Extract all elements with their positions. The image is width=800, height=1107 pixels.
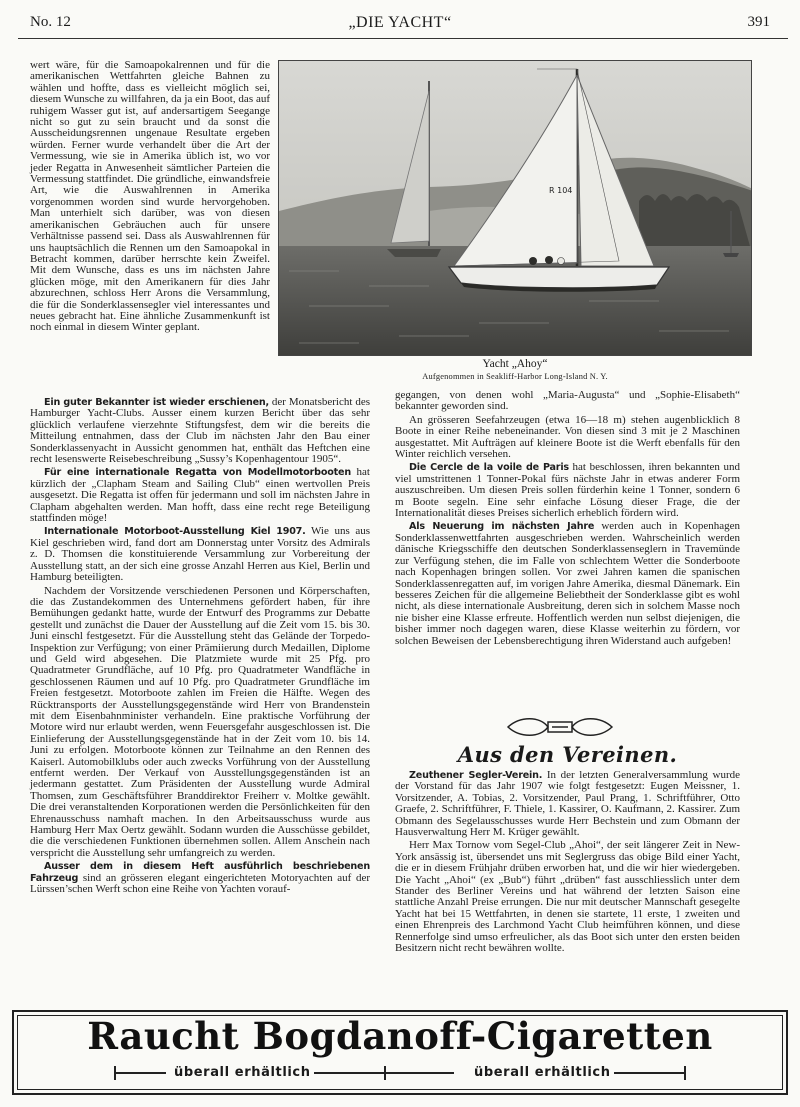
article-text: sind an grösseren elegant eingerichteten Motoryachten auf der Lürssen’schen Werft schon eine Reihe von Yachten vorauf- (30, 871, 370, 896)
article-lead: Für eine internationale Regatta von Modellmotorbooten (44, 467, 351, 479)
caption-title: Yacht „Ahoy“ (482, 358, 548, 370)
cigarette-advertisement (12, 1010, 788, 1095)
ad-arrow-line (614, 1072, 684, 1074)
article-paragraph: An grösseren Seefahrzeugen (etwa 16—18 m) stehen augenblicklich 8 Boote in einer Reihe nebeneinander. Von diesen sind 3 mit je 2 Maschinen ausgestattet. Mit Aufträgen auf kleinere Boote ist die Werft ebenfalls für den Winter reichlich versehen. (395, 413, 740, 461)
page-header (30, 14, 770, 36)
ad-arrow-bar (384, 1066, 386, 1080)
article-paragraph (30, 526, 370, 583)
right-column (395, 390, 740, 649)
article-text: hat kürzlich der „Clapham Steam and Sailing Club“ einen wertvollen Preis ausgesetzt. Die Regatta ist offen für jedermann und soll im nächsten Jahre in Clapham abgehalten werden. Man hofft, dass eine recht rege Beteiligung stattfinden möge! (30, 466, 370, 525)
paragraph: wert wäre, für die Samoapokalrennen und für die amerikanischen Wettfahrten gleiche Bahnen zu wählen und hoffte, dass es vielleicht möglich sei, diesem Wunsche zu willfahren, da ja ein Boot, das auf ruhigem Wasser gut ist, auf andersartigem Seegange nicht so gut zu sein braucht und da sonst die Ausscheidungsrennen ungenaue Resultate ergeben würden. Ferner wurde verhandelt über die Art der Vermessung, wie sie in Amerika üblich ist, wo vor jeder Regatta in Anwesenheit sämtlicher Parteien die Vermessung stattfindet. Die gründliche, einwandsfreie Art, wie die Auswahlrennen in Amerika vorgenommen worden sind wurde hervorgehoben. Man unterhielt sich darüber, was von diesen amerikanischen Gebräuchen auch für unsere Verhältnisse passend sei. Dass als Auswahlrennen für uns hauptsächlich die Rennen um den Samoapokal in Betracht kommen, darüber herrschte kein Zweifel. Mit dem Wunsche, dass es uns im nächsten Jahre glücken möge, mit den Amerikanern für dies Jahr abzurechnen, schloss Herr Arons die Versammlung, die für die Sonderklassensegler viel interessantes und neues gebracht hat. Eine ähnliche Zusammenkunft ist noch einmal in diesem Winter geplant. (30, 59, 270, 334)
article-text: werden auch in Kopenhagen Sonderklassenwettfahrten ausgeschrieben werden. Wahrscheinlich werden dänische Kriegsschiffe den deutschen Sonderklassenseglern in Travemünde zur Verfügung stehen, die im Falle von schlechtem Wetter die Sonderboote nach Kopenhagen bringen sollen. Vor zwei Jahren kamen die spanischen Sonderklassenregatten auf, im vorigen Jahre Amerika, diesmal Dänemark. Ein besseres Zeichen für die allgemeine Beliebtheit der Sonderklasse gibt es wohl nicht, als diese internationale Ausbreitung, deren sich in solchem Masse noch nie bisher eine Klasse erfreute. Hoffentlich werden nun selbst diejenigen, die bisher immer noch dagegen waren, diese Klasse weiterhin zu fördern, vor solchen Beweisen der Lebensberechtigung ihren Widerstand auch aufgeben! (395, 520, 740, 647)
ad-brand: Raucht Bogdanoff-Cigaretten (87, 1014, 713, 1058)
ad-arrow-line (114, 1072, 166, 1074)
vereine-column (395, 770, 740, 957)
article-paragraph (30, 586, 370, 860)
journal-title: „DIE YACHT“ (348, 14, 452, 31)
article-paragraph: gegangen, von denen wohl „Maria-Augusta“ und „Sophie-Elisabeth“ bekannter geworden sind. (395, 389, 740, 413)
article-text: Nachdem der Vorsitzende verschiedenen Personen und Körperschaften, die das Zustandekommen des Unternehmens gefördert haben, für ihre Bemühungen gedankt hatte, wurde der Entwurf des Programms zur Debatte gestellt und zunächst die Dauer der Ausstellung auf die Zeit vom 15. bis 30. Juni einschl festgesetzt. Für die Ausstellung steht das Gelände der Torpedo-Inspektion zur Verfügung; von einer Prämiierung durch Medaillen, Diplome und Geld wird abgesehen. Die Platzmiete wurde mit 25 Pfg. pro Quadratmeter Grundfläche, auf 10 Pfg. pro Quadratmeter Wandfläche in geschlossenen Räumen und auf 10 Pfg. pro Quadratmeter Grundfläche im Freien festgesetzt. Motorboote zahlen im Freien die Hälfte. Wegen des Rücktransports der Ausstellungsgegenstände wird Herr von Brandenstein mit dem Eisenbahnminister verhandeln. Eine praktische Vorführung der Motore wird nur erlaubt werden, wenn Feuersgefahr ausgeschlossen ist. Die Einlieferung der Ausstellungsgegenstände hat in der Zeit vom 10. bis 14. Juni zu erfolgen. Motorboote können zur Teilnahme an den Rennen des Kaiserl. Automobilklubs oder auch zwecks Vorführung von der Ausstellung entfernt werden. Der Verkauf von Ausstellungsgegenständen ist an jedermann gestattet. Zum Präsidenten der Ausstellung wurde Admiral Thomsen, zum Geschäftsführer Branddirektor Freiherr v. Moltke gewählt. Die drei veranstaltenden Korporationen werden die Persönlichkeiten für den Ehrenausschuss namhaft machen. In den Arbeitsausschuss wurde aus Hamburg Herr Max Oertz gewählt. Sodann wurden die Ausschüsse gebildet, die die verschiedenen Funktionen übernehmen sollen. Allem Anschein nach verspricht die Ausstellung sehr umfangreich zu werden. (30, 584, 370, 859)
photo-caption (278, 358, 752, 381)
ad-arrow-bar (684, 1066, 686, 1080)
article-paragraph (30, 467, 370, 524)
sail-number: R 104 (549, 186, 573, 195)
article-paragraph (30, 861, 370, 895)
ad-tagline-left: überall erhältlich (174, 1065, 311, 1080)
article-paragraph (395, 521, 740, 646)
caption-subtitle: Aufgenommen in Seakliff-Harbor Long-Island N. Y. (422, 372, 608, 381)
yacht-photo (278, 60, 752, 356)
article-lead: Ausser dem in diesem Heft ausführlich beschriebenen Fahrzeug (30, 861, 370, 884)
article-lead: Zeuthener Segler-Verein. (409, 770, 543, 781)
issue-number: No. 12 (30, 14, 71, 30)
article-lead: Die Cercle de la voile de Paris (409, 462, 569, 474)
header-rule (18, 38, 788, 39)
article-text: Wie uns aus Kiel geschrieben wird, fand dort am Donnerstag unter Vorsitz des Admirals z. D. Thomsen die konstituierende Versammlung zur Vorbereitung der Ausstellung statt, an der sich eine grosse Anzahl Herren aus Kiel, Berlin und Hamburg beteiligten. (30, 525, 370, 584)
yacht-photo-illustration (279, 61, 752, 356)
article-lead: Ein guter Bekannter ist wieder erschienen, (44, 397, 269, 408)
article-paragraph (395, 770, 740, 838)
ornament-divider (500, 714, 620, 740)
ad-tagline-right: überall erhältlich (474, 1065, 611, 1080)
article-paragraph: Herr Max Tornow vom Segel-Club „Ahoi“, der seit längerer Zeit in New-York ansässig ist, übersendet uns mit Seglergruss das obige Bild einer Yacht, die er in diesem Frühjahr drüben erworben hat, und die wir hier wiedergeben. Die Yacht „Ahoi“ (ex „Bub“) führt „drüben“ fast ausschliesslich unter dem Stander des Berliner Vereins und hat während der letzten Saison eine stattliche Anzahl Preise errungen. Die nur mit deutscher Mannschaft gesegelte Yacht hat bei 15 Wettfahrten, in denen sie startete, 11 erste, 1 zweiten und einen Ehrenpreis des Larchmond Yacht Club heimführen können, und diese Rennerfolge sind umso erfreulicher, als das Boot sich unter den ersten beiden Besitzern nicht recht bewähren wollte. (395, 839, 740, 955)
article-text: In der letzten Generalversammlung wurde der Vorstand für das Jahr 1907 wie folgt festgesetzt: Eugen Meissner, 1. Vorsitzender, A. Tobias, 2. Vorsitzender, Paul Prang, 1. Schriftführer, Otto Graefe, 2. Schriftführer, F. Thiele, 1. Kassirer, O. Kaufmann, 2. Kassirer. Zum Obmann des Segelausschusses wurde Herr Bechstein und zum Obmann der Hausverwaltung Herr M. Krüger gewählt. (395, 769, 741, 839)
article-lead: Internationale Motorboot-Ausstellung Kiel 1907. (44, 526, 306, 538)
section-title: Aus den Vereinen. (457, 742, 678, 767)
left-top-column (30, 60, 270, 336)
article-lead: Als Neuerung im nächsten Jahre (409, 521, 595, 533)
article-text: der Monatsbericht des Hamburger Yacht-Clubs. Ausser einem kurzen Bericht über das sehr glücklich verlaufene vierzehnte Stiftungsfest, dem wir die bereits die Mitteilung entnahmen, dass der Club im nächsten Jahr den Bau einer Sonderklassenyacht in Aussicht genommen hat, enthält das Heftchen eine recht lesenswerte Reisebeschreibung „Sussy’s Kopenhagentour 1905“. (30, 396, 371, 466)
left-main-column (30, 397, 370, 897)
page-number: 391 (747, 14, 770, 30)
article-text: hat beschlossen, ihren bekannten und viel umstrittenen 1 Tonner-Pokal fürs nächste Jahr in etwas anderer Form auszuschreiben. Um diesen Preis sollen fürderhin keine 1 Tonner, sondern 6 m Boote segeln. Eine sehr einfache Lösung dieser Frage, die der Internationalität dieses Preises sicherlich erheblich fördern wird. (395, 461, 740, 520)
article-paragraph (30, 397, 370, 465)
article-paragraph (395, 462, 740, 519)
